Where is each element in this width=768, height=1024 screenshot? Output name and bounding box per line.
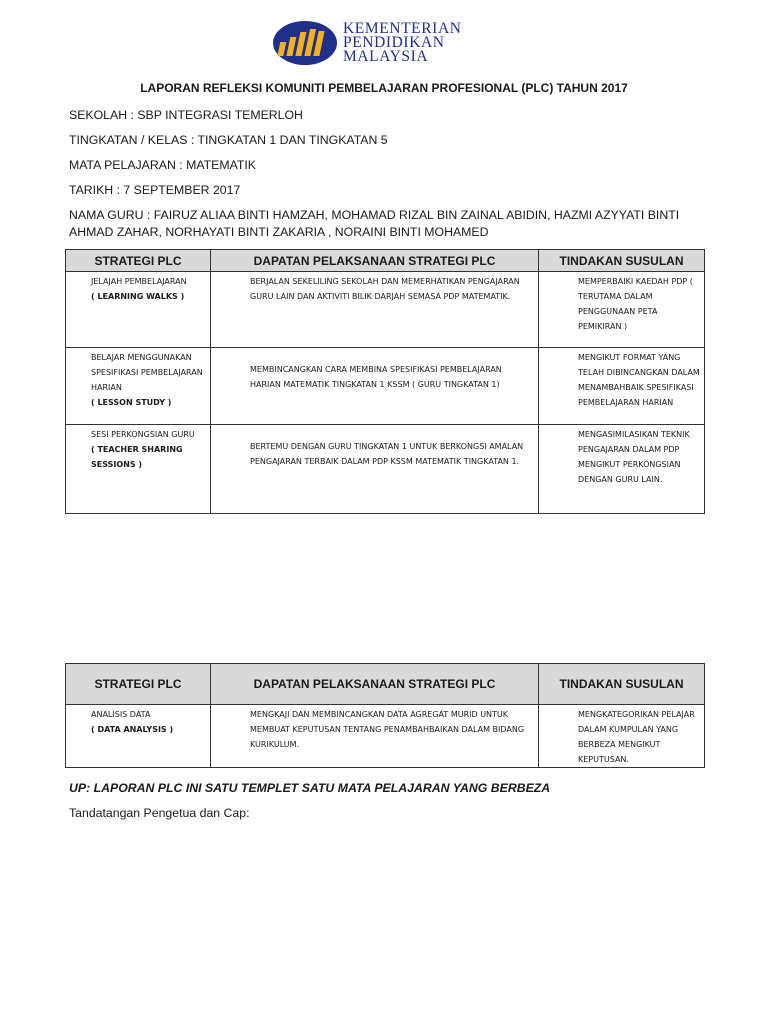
strategy-cell [66, 348, 211, 425]
follow-up-cell: MENGIKUT FORMAT YANG TELAH DIBINCANGKAN DALAM MENAMBAHBAIK SPESIFIKASI PEMBELAJARAN HARIAN [539, 348, 705, 425]
column-header-tindakan: TINDAKAN SUSULAN [539, 250, 705, 272]
strategy-name: JELAJAH PEMBELAJARAN [91, 277, 187, 286]
strategy-name: BELAJAR MENGGUNAKAN SPESIFIKASI PEMBELAJARAN HARIAN [91, 353, 203, 392]
table-header-row [66, 664, 705, 705]
logo-line-3: MALAYSIA [343, 48, 429, 65]
strategy-english-name: ( LESSON STUDY ) [91, 398, 172, 407]
ministry-logo [273, 20, 503, 66]
follow-up-cell: MENGASIMILASIKAN TEKNIK PENGAJARAN DALAM PDP MENGIKUT PERKONGSIAN DENGAN GURU LAIN. [539, 425, 705, 514]
plc-strategy-table-1 [65, 249, 705, 514]
follow-up-cell: MEMPERBAIKI KAEDAH PDP ( TERUTAMA DALAM PENGGUNAAN PETA PEMIKIRAN ) [539, 272, 705, 348]
strategy-english-name: ( DATA ANALYSIS ) [91, 725, 174, 734]
strategy-english-name: ( TEACHER SHARING SESSIONS ) [91, 445, 183, 469]
table-header-row [66, 250, 705, 272]
strategy-cell [66, 272, 211, 348]
column-header-strategi: STRATEGI PLC [66, 250, 211, 272]
logo-wordmark [343, 22, 462, 64]
date-field: TARIKH : 7 SEPTEMBER 2017 [69, 183, 241, 197]
follow-up-cell: MENGKATEGORIKAN PELAJAR DALAM KUMPULAN YANG BERBEZA MENGIKUT KEPUTUSAN. [539, 705, 705, 768]
column-header-tindakan: TINDAKAN SUSULAN [539, 664, 705, 705]
ministry-emblem-icon [273, 20, 341, 66]
report-title: LAPORAN REFLEKSI KOMUNITI PEMBELAJARAN PROFESIONAL (PLC) TAHUN 2017 [140, 81, 628, 95]
strategy-name: ANALISIS DATA [91, 710, 151, 719]
school-field: SEKOLAH : SBP INTEGRASI TEMERLOH [69, 108, 303, 122]
strategy-english-name: ( LEARNING WALKS ) [91, 292, 185, 301]
plc-strategy-table-2 [65, 663, 705, 768]
logo-line-2: PENDIDIKAN [343, 34, 445, 51]
finding-cell: MENGKAJI DAN MEMBINCANGKAN DATA AGREGAT MURID UNTUK MEMBUAT KEPUTUSAN TENTANG PENAMBAHBAIKAN DALAM BIDANG KURIKULUM. [211, 705, 539, 768]
column-header-dapatan: DAPATAN PELAKSANAAN STRATEGI PLC [211, 250, 539, 272]
class-field: TINGKATAN / KELAS : TINGKATAN 1 DAN TINGKATAN 5 [69, 133, 388, 147]
strategy-cell [66, 425, 211, 514]
table-row [66, 272, 705, 348]
table-row [66, 705, 705, 768]
finding-cell: MEMBINCANGKAN CARA MEMBINA SPESIFIKASI PEMBELAJARAN HARIAN MATEMATIK TINGKATAN 1 KSSM ( GURU TINGKATAN 1) [211, 348, 539, 425]
strategy-name: SESI PERKONGSIAN GURU [91, 430, 195, 439]
teacher-names-field: NAMA GURU : FAIRUZ ALIAA BINTI HAMZAH, MOHAMAD RIZAL BIN ZAINAL ABIDIN, HAZMI AZYYATI BINTI AHMAD ZAHAR, NORHAYATI BINTI ZAKARIA , NORAINI BINTI MOHAMED [69, 208, 680, 239]
table-row [66, 425, 705, 514]
principal-signature-label: Tandatangan Pengetua dan Cap: [69, 806, 250, 820]
finding-cell: BERTEMU DENGAN GURU TINGKATAN 1 UNTUK BERKONGSI AMALAN PENGAJARAN TERBAIK DALAM PDP KSSM MATEMATIK TINGKATAN 1. [211, 425, 539, 514]
column-header-strategi: STRATEGI PLC [66, 664, 211, 705]
finding-cell: BERJALAN SEKELILING SEKOLAH DAN MEMERHATIKAN PENGAJARAN GURU LAIN DAN AKTIVITI BILIK DARJAH SEMASA PDP MATEMATIK. [211, 272, 539, 348]
logo-line-1: KEMENTERIAN [343, 20, 462, 37]
template-note: UP: LAPORAN PLC INI SATU TEMPLET SATU MATA PELAJARAN YANG BERBEZA [69, 781, 551, 795]
subject-field: MATA PELAJARAN : MATEMATIK [69, 158, 256, 172]
strategy-cell [66, 705, 211, 768]
table-row [66, 348, 705, 425]
column-header-dapatan: DAPATAN PELAKSANAAN STRATEGI PLC [211, 664, 539, 705]
